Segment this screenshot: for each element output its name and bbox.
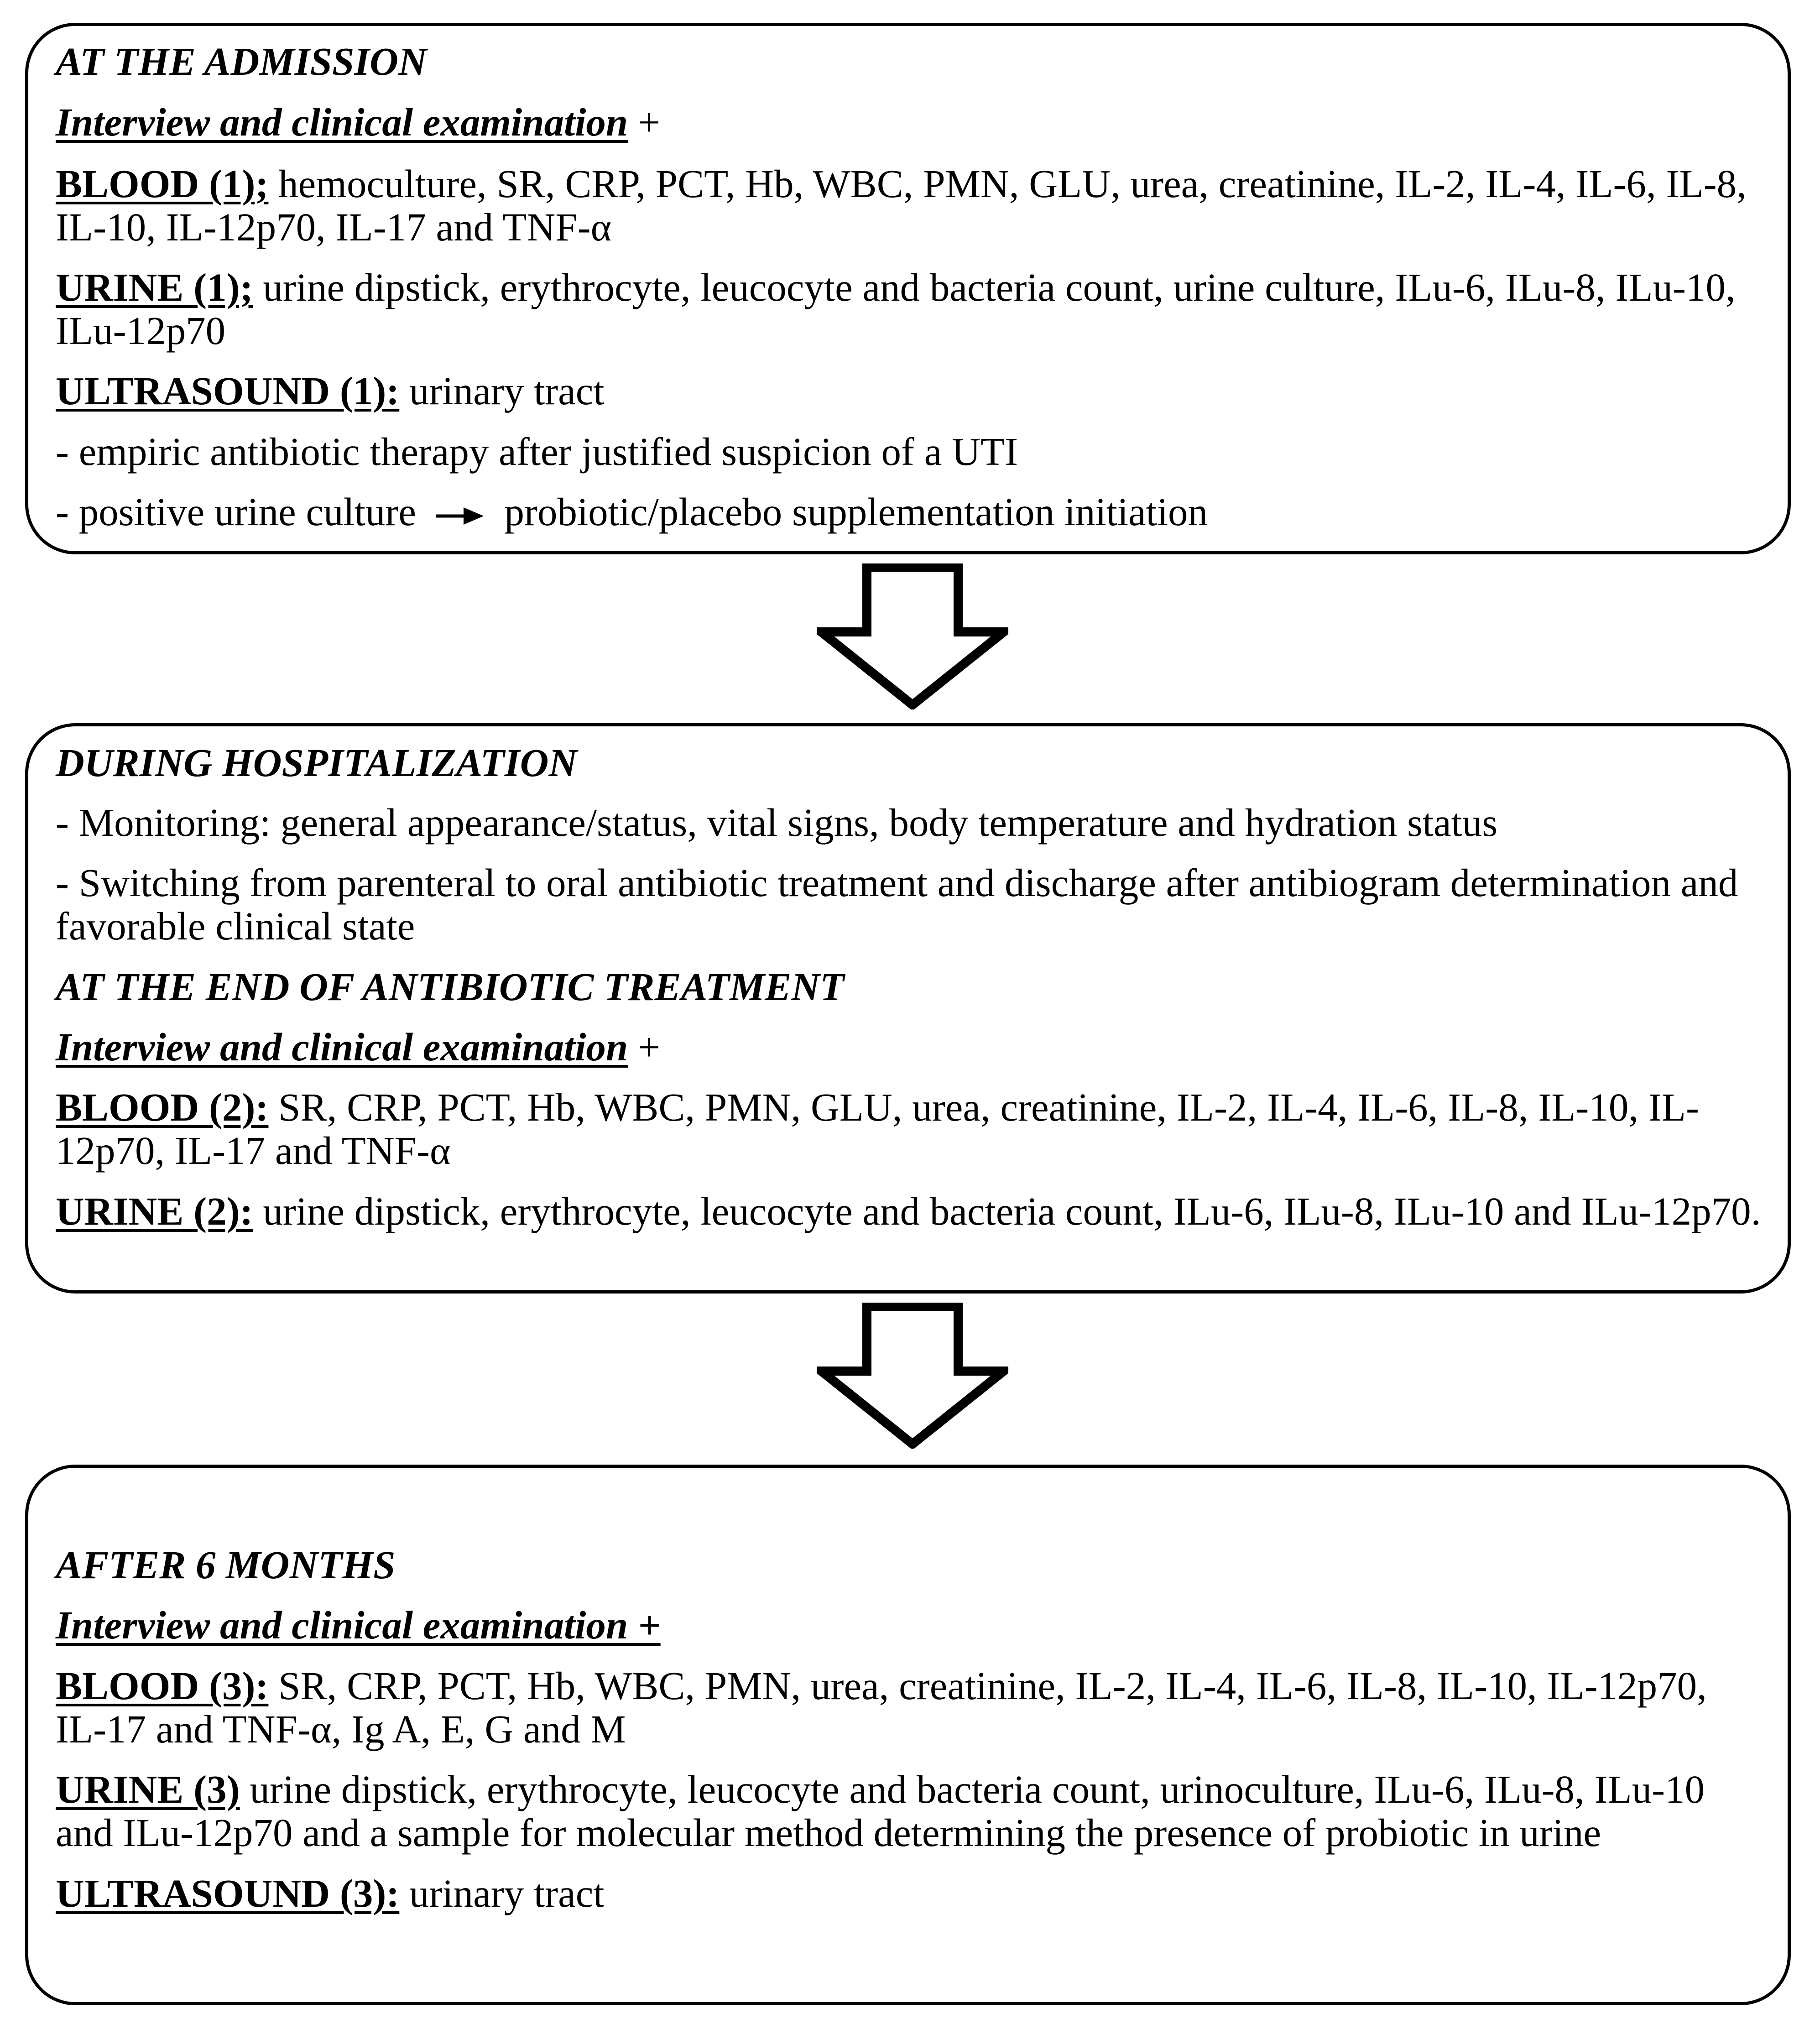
end-of-treatment-interview-plus: +: [628, 1025, 661, 1069]
after-6-months-urine-label: URINE (3): [56, 1767, 240, 1811]
after-6-months-interview-label: Interview and clinical examination +: [56, 1603, 661, 1647]
after-6-months-blood-label: BLOOD (3):: [56, 1664, 269, 1708]
hospitalization-monitoring-line: - Monitoring: general appearance/status, vital signs, body temperature and hydration status: [56, 800, 1498, 845]
after-6-months-heading: AFTER 6 MONTHS: [56, 1543, 396, 1587]
admission-ultrasound-label: ULTRASOUND (1):: [56, 369, 400, 413]
after-6-months-ultrasound-line: [56, 1872, 1763, 1915]
admission-blood-label: BLOOD (1);: [56, 162, 269, 206]
end-of-treatment-urine-label: URINE (2):: [56, 1189, 253, 1233]
end-of-treatment-urine-line: [56, 1189, 1763, 1233]
end-of-treatment-blood-label: BLOOD (2):: [56, 1085, 269, 1129]
admission-ultrasound-text: urinary tract: [399, 369, 605, 413]
down-arrow-icon: [817, 563, 1008, 709]
admission-heading: AT THE ADMISSION: [56, 39, 427, 83]
admission-therapy-line: - empiric antibiotic therapy after justified suspicion of a UTI: [56, 429, 1018, 474]
admission-ultrasound-line: [56, 369, 1763, 412]
end-of-treatment-blood-line: [56, 1085, 1763, 1172]
after-6-months-ultrasound-text: urinary tract: [399, 1871, 605, 1915]
after-6-months-box: [25, 1465, 1791, 2005]
after-6-months-ultrasound-label: ULTRASOUND (3):: [56, 1871, 400, 1915]
after-6-months-blood-text: SR, CRP, PCT, Hb, WBC, PMN, urea, creatinine, IL-2, IL-4, IL-6, IL-8, IL-10, IL-12p70, IL-17 and TNF-α, Ig A, E, G and M: [56, 1664, 1707, 1751]
admission-blood-text: hemoculture, SR, CRP, PCT, Hb, WBC, PMN, GLU, urea, creatinine, IL-2, IL-4, IL-6, IL-8, IL-10, IL-12p70, IL-17 and TNF-α: [56, 162, 1747, 249]
admission-culture-text: - positive urine culture: [56, 490, 417, 534]
end-of-treatment-interview-line: [56, 1025, 1763, 1069]
hospitalization-box: [25, 723, 1791, 1294]
after-6-months-urine-text: urine dipstick, erythrocyte, leucocyte and bacteria count, urinoculture, ILu-6, ILu-8, ILu-10 and ILu-12p70 and a sample for molecular method determining the presence of probiotic in urine: [56, 1767, 1705, 1855]
admission-culture-line: [56, 490, 1763, 533]
admission-box: [25, 23, 1791, 554]
admission-interview-line: [56, 100, 1763, 144]
after-6-months-urine-line: [56, 1768, 1763, 1854]
after-6-months-blood-line: [56, 1664, 1763, 1751]
admission-urine-label: URINE (1);: [56, 265, 253, 309]
admission-blood-line: [56, 162, 1763, 249]
end-of-treatment-blood-text: SR, CRP, PCT, Hb, WBC, PMN, GLU, urea, creatinine, IL-2, IL-4, IL-6, IL-8, IL-10, IL-12p70, IL-17 and TNF-α: [56, 1085, 1699, 1173]
end-of-treatment-heading: AT THE END OF ANTIBIOTIC TREATMENT: [56, 965, 845, 1009]
hospitalization-switching-line: - Switching from parenteral to oral antibiotic treatment and discharge after antibiogram determination and favorable clinical state: [56, 861, 1738, 948]
hospitalization-heading: DURING HOSPITALIZATION: [56, 741, 578, 785]
admission-urine-line: [56, 266, 1763, 352]
admission-urine-text: urine dipstick, erythrocyte, leucocyte and bacteria count, urine culture, ILu-6, ILu-8, ILu-10, ILu-12p70: [56, 265, 1736, 353]
after-6-months-interview-line: [56, 1603, 1763, 1647]
end-of-treatment-interview-label: Interview and clinical examination: [56, 1025, 628, 1069]
end-of-treatment-urine-text: urine dipstick, erythrocyte, leucocyte and bacteria count, ILu-6, ILu-8, ILu-10 and ILu-12p70.: [253, 1189, 1761, 1233]
admission-interview-label: Interview and clinical examination: [56, 100, 628, 144]
right-arrow-icon: [435, 505, 485, 527]
admission-culture-result: probiotic/placebo supplementation initiation: [504, 490, 1208, 534]
admission-interview-plus: +: [628, 100, 661, 144]
down-arrow-icon: [817, 1303, 1008, 1449]
